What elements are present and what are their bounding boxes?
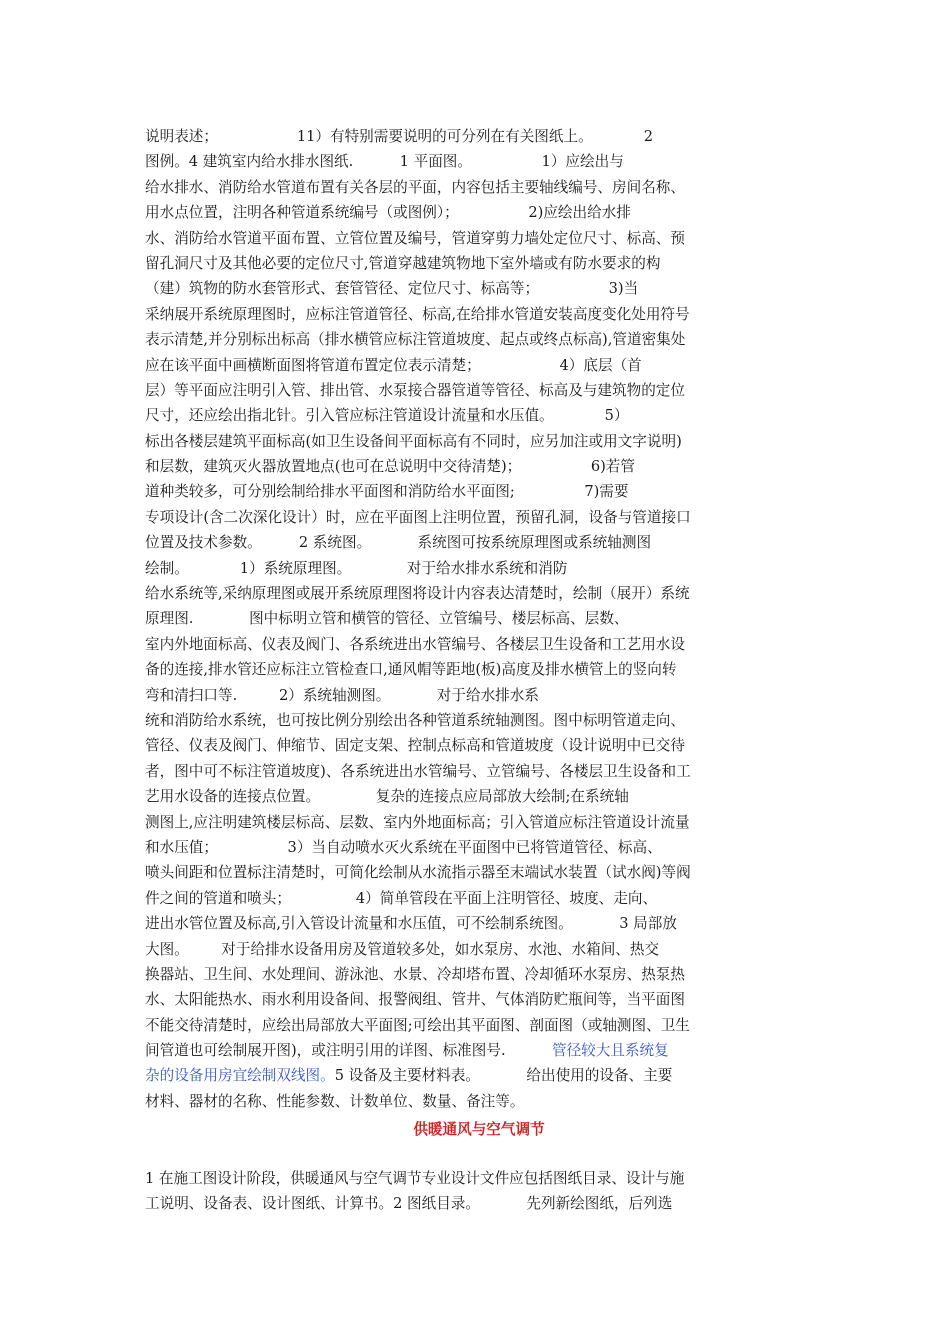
- line-text: 材料、器材的名称、性能参数、计数单位、数量、备注等。: [145, 1092, 525, 1110]
- text-line: [145, 505, 813, 530]
- line-text: 工说明、设备表、设计图纸、计算书。2 图纸目录。 先列新绘图纸，后列选: [145, 1195, 673, 1213]
- line-text: 用水点位置，注明各种管道系统编号（或图例）； 2)应绘出给水排: [145, 204, 631, 222]
- line-text: 不能交待清楚时，应绘出局部放大平面图;可绘出其平面图、剖面图（或轴测图、卫生: [145, 1016, 690, 1034]
- text-line: [145, 200, 813, 225]
- text-line: [145, 479, 813, 504]
- text-line: [145, 302, 813, 327]
- text-line: [145, 1166, 813, 1191]
- text-line: [145, 733, 813, 758]
- text-line: [145, 175, 813, 200]
- text-line: [145, 581, 813, 606]
- line-text: 测图上,应注明建筑楼层标高、层数、室内外地面标高；引入管道应标注管道设计流量: [145, 813, 690, 831]
- text-line: [145, 454, 813, 479]
- section-heading: 供暖通风与空气调节: [413, 1121, 545, 1138]
- section-paragraph: [145, 1166, 813, 1217]
- line-text: 进出水管位置及标高,引入管设计流量和水压值，可不绘制系统图。 3 局部放: [145, 915, 677, 933]
- line-text: 水、消防给水管道平面布置、立管位置及编号，管道穿剪力墙处定位尺寸、标高、预: [145, 229, 685, 247]
- line-text: 水、太阳能热水、雨水利用设备间、报警阀组、管井、气体消防贮瓶间等，当平面图: [145, 991, 685, 1009]
- text-line: [145, 835, 813, 860]
- line-text: 件之间的管道和喷头； 4）简单管段在平面上注明管径、坡度、走向、: [145, 889, 658, 907]
- line-text: 弯和清扫口等. 2）系统轴测图。 对于给水排水系: [145, 686, 539, 704]
- highlighted-text: 杂的设备用房宜绘制双线图。: [145, 1067, 335, 1085]
- line-text: 说明表述； 11）有特别需要说明的可分列在有关图纸上。 2: [145, 128, 653, 145]
- line-text: 和水压值； 3）当自动喷水灭火系统在平面图中已将管道管径、标高、: [145, 838, 662, 856]
- line-text: 喷头间距和位置标注清楚时，可简化绘制从水流指示器至末端试水装置（试水阀)等阀: [145, 864, 691, 882]
- line-text: 1 在施工图设计阶段，供暖通风与空气调节专业设计文件应包括图纸目录、设计与施: [145, 1170, 685, 1187]
- text-line: [145, 606, 813, 631]
- line-text: 道种类较多，可分别绘制给排水平面图和消防给水平面图; 7)需要: [145, 483, 629, 501]
- line-text: 给水系统等,采纳原理图或展开系统原理图将设计内容表达清楚时，绘制（展开）系统: [145, 585, 690, 603]
- text-line: [145, 276, 813, 301]
- text-line: [145, 149, 813, 174]
- text-line: [145, 327, 813, 352]
- text-line: [145, 683, 813, 708]
- text-line: [145, 226, 813, 251]
- line-text: 5 设备及主要材料表。 给出使用的设备、主要: [334, 1067, 673, 1085]
- line-text: 和层数，建筑灭火器放置地点(也可在总说明中交待清楚)； 6)若管: [145, 458, 635, 476]
- text-line: [145, 708, 813, 733]
- text-line: [145, 810, 813, 835]
- line-text: 给水排水、消防给水管道布置有关各层的平面，内容包括主要轴线编号、房间名称、: [145, 178, 685, 196]
- line-text: 采纳展开系统原理图时，应标注管道管径、标高,在给排水管道安装高度变化处用符号: [145, 305, 690, 323]
- text-line: [145, 251, 813, 276]
- text-line: [145, 886, 813, 911]
- text-line: [145, 378, 813, 403]
- line-text: 原理图. 图中标明立管和横管的管径、立管编号、楼层标高、层数、: [145, 610, 629, 628]
- text-line: [145, 937, 813, 962]
- line-text: 位置及技术参数。 2 系统图。 系统图可按系统原理图或系统轴测图: [145, 534, 652, 552]
- line-text: 管径、仪表及阀门、伸缩节、固定支架、控制点标高和管道坡度（设计说明中已交待: [145, 737, 685, 755]
- line-text: 层）等平面应注明引入管、排出管、水泵接合器管道等管径、标高及与建筑物的定位: [145, 381, 685, 399]
- text-line: [145, 1089, 813, 1114]
- text-line: [145, 1063, 813, 1088]
- line-text: 换器站、卫生间、水处理间、游泳池、水景、冷却塔布置、冷却循环水泵房、热泵热: [145, 965, 685, 983]
- text-line: [145, 657, 813, 682]
- line-text: 室内外地面标高、仪表及阀门、各系统进出水管编号、各楼层卫生设备和工艺用水设: [145, 635, 685, 653]
- text-line: [145, 1191, 813, 1216]
- line-text: 标出各楼层建筑平面标高(如卫生设备间平面标高有不同时，应另加注或用文字说明): [145, 432, 682, 450]
- line-text: 间管道也可绘制展开图)，或注明引用的详图、标准图号.: [145, 1042, 552, 1060]
- line-text: 表示清楚,并分别标出标高（排水横管应标注管道坡度、起点或终点标高),管道密集处: [145, 331, 686, 349]
- text-line: [145, 911, 813, 936]
- text-line: [145, 759, 813, 784]
- line-text: 者，图中可不标注管道坡度)、各系统进出水管编号、立管编号、各楼层卫生设备和工: [145, 762, 691, 780]
- text-line: [145, 403, 813, 428]
- text-line: [145, 784, 813, 809]
- body-paragraph: [145, 124, 813, 1114]
- line-text: 大图。 对于给排水设备用房及管道较多处，如水泵房、水池、水箱间、热交: [145, 940, 660, 958]
- line-text: 尺寸，还应绘出指北针。引入管应标注管道设计流量和水压值。 5）: [145, 407, 629, 425]
- text-line: [145, 1013, 813, 1038]
- highlighted-text: 管径较大且系统复: [551, 1042, 669, 1060]
- line-text: 备的连接,排水管还应标注立管检查口,通风帽等距地(板)高度及排水横管上的竖向转: [145, 661, 677, 679]
- text-line: [145, 353, 813, 378]
- line-text: 应在该平面中画横断面图将管道布置定位表示清楚； 4）底层（首: [145, 356, 642, 374]
- line-text: 艺用水设备的连接点位置。 复杂的连接点应局部放大绘制;在系统轴: [145, 788, 629, 806]
- text-line: [145, 962, 813, 987]
- line-text: 统和消防给水系统，也可按比例分别绘出各种管道系统轴测图。图中标明管道走向、: [145, 711, 685, 729]
- line-text: 专项设计(含二次深化设计）时，应在平面图上注明位置，预留孔洞，设备与管道接口: [145, 508, 691, 526]
- text-line: [145, 632, 813, 657]
- text-line: [145, 1038, 813, 1063]
- line-text: 绘制。 1）系统原理图。 对于给水排水系统和消防: [145, 559, 568, 577]
- text-line: [145, 556, 813, 581]
- line-text: （建）筑物的防水套管形式、套管管径、定位尺寸、标高等； 3)当: [145, 280, 639, 298]
- line-text: 图例。4 建筑室内给水排水图纸. 1 平面图。 1）应绘出与: [145, 153, 624, 171]
- text-line: [145, 987, 813, 1012]
- text-line: [145, 530, 813, 555]
- text-line: [145, 124, 813, 149]
- text-line: [145, 429, 813, 454]
- text-line: [145, 860, 813, 885]
- line-text: 留孔洞尺寸及其他必要的定位尺寸,管道穿越建筑物地下室外墙或有防水要求的构: [145, 254, 661, 272]
